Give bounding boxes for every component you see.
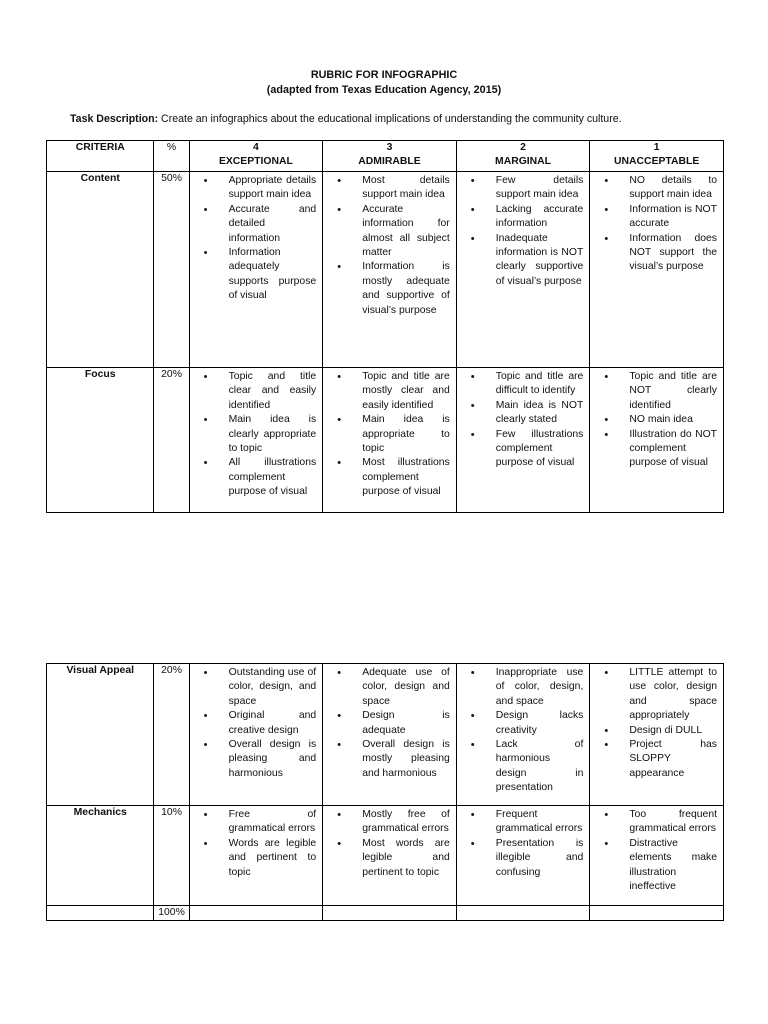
descriptor-cell [189, 172, 323, 368]
descriptor-item: • Free of grammatical errors [190, 808, 317, 837]
total-percent: 100% [154, 906, 189, 921]
level-name: UNACCEPTABLE [614, 156, 700, 168]
descriptor-cell [189, 368, 323, 513]
criteria-label: Mechanics [47, 806, 154, 906]
descriptor-item: • Outstanding use of color, design, and space [190, 666, 317, 709]
header-level-1 [590, 141, 724, 172]
descriptor-item: • Frequent grammatical errors [457, 808, 584, 837]
level-score: 3 [386, 142, 393, 153]
percent-value: 50% [154, 172, 189, 368]
task-description [70, 112, 750, 126]
rubric-table-part-1 [46, 140, 724, 513]
descriptor-item: • Lacking accurate information [457, 203, 584, 232]
descriptor-item: • Information is mostly adequate and supportive of visual’s purpose [323, 260, 450, 318]
descriptor-cell [590, 172, 724, 368]
descriptor-item: • Appropriate details support main idea [190, 174, 317, 203]
descriptor-cell [590, 806, 724, 906]
descriptor-item: • Information is NOT accurate [590, 203, 717, 232]
level-name: ADMIRABLE [358, 156, 421, 168]
level-name: EXCEPTIONAL [218, 156, 293, 168]
level-name: MARGINAL [495, 156, 552, 168]
descriptor-item: • Most illustrations complement purpose of visual [323, 456, 450, 499]
descriptor-cell [189, 664, 323, 806]
descriptor-item: • Topic and title are mostly clear and easily identified [323, 370, 450, 413]
descriptor-cell [323, 664, 457, 806]
percent-value: 20% [154, 368, 189, 513]
descriptor-cell [323, 806, 457, 906]
descriptor-item: • NO main idea [590, 413, 717, 427]
descriptor-cell [590, 368, 724, 513]
descriptor-item: • Distractive elements make illustration ineffective [590, 837, 717, 895]
descriptor-item: • Design is adequate [323, 709, 450, 738]
header-level-3 [323, 141, 457, 172]
row-total [47, 906, 724, 921]
descriptor-item: • Design lacks creativity [457, 709, 584, 738]
total-empty-cell [189, 906, 323, 921]
percent-value: 20% [154, 664, 189, 806]
descriptor-item: • Most details support main idea [323, 174, 450, 203]
descriptor-item: • All illustrations complement purpose of visual [190, 456, 317, 499]
descriptor-cell [323, 368, 457, 513]
header-level-2 [456, 141, 590, 172]
row-mechanics [47, 806, 724, 906]
descriptor-item: • Design di DULL [590, 724, 717, 738]
descriptor-item: • Lack of harmonious design in presentation [457, 738, 584, 796]
level-score: 4 [253, 142, 259, 153]
descriptor-item: • Accurate and detailed information [190, 203, 317, 246]
header-level-4 [189, 141, 323, 172]
descriptor-item: • Mostly free of grammatical errors [323, 808, 450, 837]
header-percent: % [154, 141, 189, 172]
total-empty-cell [456, 906, 590, 921]
total-empty-cell [590, 906, 724, 921]
descriptor-item: • Original and creative design [190, 709, 317, 738]
descriptor-item: • Main idea is clearly appropriate to topic [190, 413, 317, 456]
descriptor-item: • Topic and title are difficult to identify [457, 370, 584, 399]
descriptor-item: • Presentation is illegible and confusing [457, 837, 584, 880]
task-text: Create an infographics about the educational implications of understanding the community culture. [158, 113, 622, 125]
header-criteria: CRITERIA [47, 141, 154, 172]
descriptor-item: • Accurate information for almost all subject matter [323, 203, 450, 261]
descriptor-item: • Few details support main idea [457, 174, 584, 203]
descriptor-item: • Information adequately supports purpose of visual [190, 246, 317, 304]
descriptor-item: • Few illustrations complement purpose of visual [457, 428, 584, 471]
descriptor-cell [456, 806, 590, 906]
descriptor-item: • Overall design is pleasing and harmonious [190, 738, 317, 781]
descriptor-item: • Adequate use of color, design and space [323, 666, 450, 709]
criteria-label: Content [47, 172, 154, 368]
document-title: RUBRIC FOR INFOGRAPHIC [310, 69, 458, 81]
descriptor-item: • Project has SLOPPY appearance [590, 738, 717, 781]
descriptor-item: • Main idea is appropriate to topic [323, 413, 450, 456]
descriptor-item: • Information does NOT support the visual’s purpose [590, 232, 717, 275]
descriptor-item: • Topic and title clear and easily identified [190, 370, 317, 413]
descriptor-item: • Too frequent grammatical errors [590, 808, 717, 837]
descriptor-item: • Most words are legible and pertinent to topic [323, 837, 450, 880]
criteria-label: Focus [47, 368, 154, 513]
descriptor-item: • Overall design is mostly pleasing and harmonious [323, 738, 450, 781]
descriptor-item: • Topic and title are NOT clearly identified [590, 370, 717, 413]
level-score: 1 [653, 142, 660, 153]
descriptor-item: • Illustration do NOT complement purpose of visual [590, 428, 717, 471]
descriptor-item: • LITTLE attempt to use color, design and space appropriately [590, 666, 717, 724]
descriptor-item: • Inappropriate use of color, design, and space [457, 666, 584, 709]
row-focus [47, 368, 724, 513]
row-content [47, 172, 724, 368]
criteria-label: Visual Appeal [47, 664, 154, 806]
descriptor-cell [456, 368, 590, 513]
level-score: 2 [520, 142, 526, 153]
descriptor-item: • NO details to support main idea [590, 174, 717, 203]
descriptor-cell [456, 664, 590, 806]
descriptor-item: • Inadequate information is NOT clearly supportive of visual’s purpose [457, 232, 584, 290]
descriptor-item: • Main idea is NOT clearly stated [457, 399, 584, 428]
header-row [47, 141, 724, 172]
rubric-table-part-2 [46, 663, 724, 921]
document-subtitle: (adapted from Texas Education Agency, 2015) [266, 84, 502, 96]
total-criteria-cell [47, 906, 154, 921]
row-visual-appeal [47, 664, 724, 806]
descriptor-cell [456, 172, 590, 368]
descriptor-cell [323, 172, 457, 368]
percent-value: 10% [154, 806, 189, 906]
descriptor-cell [590, 664, 724, 806]
task-label: Task Description: [70, 113, 159, 125]
descriptor-item: • Words are legible and pertinent to topic [190, 837, 317, 880]
descriptor-cell [189, 806, 323, 906]
total-empty-cell [323, 906, 457, 921]
